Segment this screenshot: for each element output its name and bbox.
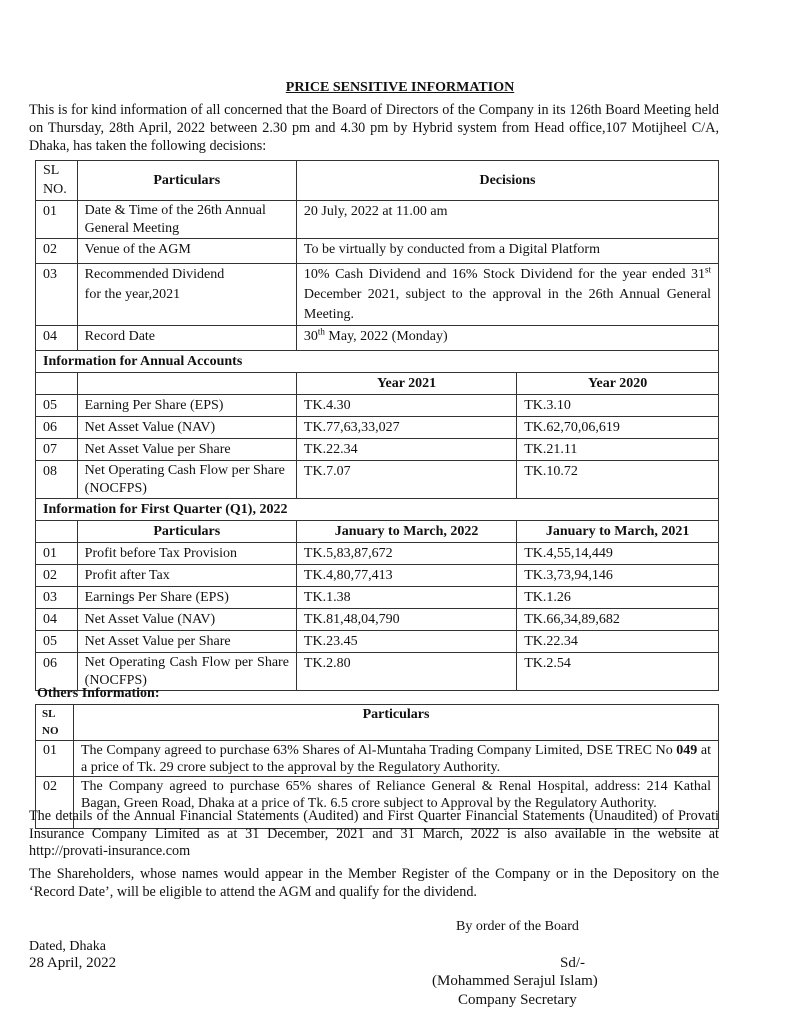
- decision-text: December 2021, subject to the approval in the 26th Annual General Meeting.: [303, 287, 711, 322]
- row-value-2021: TK.22.34: [517, 631, 719, 653]
- table-row: [36, 653, 719, 691]
- section-row: [36, 351, 719, 373]
- header-year-2020: Year 2020: [517, 373, 719, 395]
- annual-accounts-section-title: Information for Annual Accounts: [36, 351, 719, 373]
- row-sl: 04: [36, 609, 78, 631]
- header-particulars: Particulars: [77, 161, 296, 201]
- empty-cell: [36, 521, 78, 543]
- row-particular: Net Asset Value per Share: [77, 631, 296, 653]
- table-row: [36, 395, 719, 417]
- row-sl: 02: [36, 777, 74, 829]
- document-title: PRICE SENSITIVE INFORMATION: [285, 80, 515, 95]
- row-sl: 01: [36, 741, 74, 777]
- empty-cell: [36, 373, 78, 395]
- header-particulars: Particulars: [77, 521, 296, 543]
- header-decisions: Decisions: [296, 161, 718, 201]
- row-sl: 07: [36, 439, 78, 461]
- table-row: [36, 326, 719, 351]
- row-value-2020: TK.62,70,06,619: [517, 417, 719, 439]
- table-row: [36, 439, 719, 461]
- row-value-2021: TK.22.34: [296, 439, 516, 461]
- intro-paragraph: This is for kind information of all concerned that the Board of Directors of the Company in its 126th Board Meeting held on Thursday, 28th April, 2022 between 2.30 pm and 4.30 pm by Hybrid system from Head office,107 Motijheel C/A, Dhaka, has taken the following decisions:: [29, 102, 719, 154]
- signatory-name: (Mohammed Serajul Islam): [432, 973, 598, 989]
- row-value-2021: TK.4,55,14,449: [517, 543, 719, 565]
- row-value-2022: TK.4,80,77,413: [296, 565, 516, 587]
- table-row: [36, 461, 719, 499]
- row-value-2022: TK.1.38: [296, 587, 516, 609]
- row-value-2021: TK.66,34,89,682: [517, 609, 719, 631]
- table-row: [36, 201, 719, 239]
- row-sl: 02: [36, 239, 78, 264]
- table-row: [36, 741, 719, 777]
- row-value-2021: TK.7.07: [296, 461, 516, 499]
- row-sl: 01: [36, 201, 78, 239]
- dated-date: 28 April, 2022: [29, 955, 117, 971]
- table-row: [36, 417, 719, 439]
- section-row: [36, 499, 719, 521]
- row-particular: Net Asset Value per Share: [77, 439, 296, 461]
- row-value-2021: TK.2.54: [517, 653, 719, 691]
- row-value-2020: TK.10.72: [517, 461, 719, 499]
- row-value-2022: TK.2.80: [296, 653, 516, 691]
- row-particular: Earnings Per Share (EPS): [77, 587, 296, 609]
- table-row: [36, 631, 719, 653]
- decisions-header-row: [36, 161, 719, 201]
- decision-text: 10% Cash Dividend and 16% Stock Dividend for the year ended 31: [303, 267, 705, 282]
- dated-place: Dated, Dhaka: [29, 939, 106, 954]
- row-value-2021: TK.3,73,94,146: [517, 565, 719, 587]
- row-decision: 20 July, 2022 at 11.00 am: [296, 201, 718, 239]
- quarter-header-row: [36, 521, 719, 543]
- header-jan-mar-2022: January to March, 2022: [296, 521, 516, 543]
- header-particulars: Particulars: [74, 705, 719, 741]
- text-segment: The Company agreed to purchase 63% Shares of Al-Muntaha Trading Company Limited, DSE TREC No: [81, 743, 677, 758]
- row-particular: Date & Time of the 26th Annual General Meeting: [77, 201, 296, 239]
- empty-cell: [77, 373, 296, 395]
- header-sl-no: SL NO: [36, 705, 74, 741]
- table-row: [36, 239, 719, 264]
- row-value-2021: TK.4.30: [296, 395, 516, 417]
- text-segment: at a price of Tk. 29 crore subject to the approval by the Regulatory Authority.: [81, 743, 711, 775]
- row-sl: 02: [36, 565, 78, 587]
- table-row: [36, 565, 719, 587]
- row-sl: 06: [36, 417, 78, 439]
- signature-sd: Sd/-: [560, 955, 586, 971]
- others-information-label: Others Information:: [37, 686, 160, 701]
- row-particular: Net Asset Value (NAV): [77, 417, 296, 439]
- by-order-text: By order of the Board: [456, 919, 579, 934]
- row-decision: [296, 326, 718, 351]
- row-particular: [77, 264, 296, 326]
- row-value-2021: TK.77,63,33,027: [296, 417, 516, 439]
- row-sl: 05: [36, 631, 78, 653]
- header-sl: SL NO.: [36, 161, 78, 201]
- decision-text: May, 2022 (Monday): [324, 329, 448, 344]
- row-text: [74, 741, 719, 777]
- dated-block: [29, 938, 116, 972]
- table-row: [36, 587, 719, 609]
- table-row: [36, 264, 719, 326]
- ordinal-suffix: th: [317, 326, 325, 337]
- row-particular: Record Date: [77, 326, 296, 351]
- row-sl: 03: [36, 587, 78, 609]
- annual-header-row: [36, 373, 719, 395]
- header-jan-mar-2021: January to March, 2021: [517, 521, 719, 543]
- row-sl: 03: [36, 264, 78, 326]
- row-value-2022: TK.81,48,04,790: [296, 609, 516, 631]
- row-value-2021: TK.1.26: [517, 587, 719, 609]
- details-paragraph: The details of the Annual Financial Statements (Audited) and First Quarter Financial Statements (Unaudited) of Provati Insurance Company Limited as at 31 December, 2021 and 31 March, 2022 is also available in the website at http://provati-insurance.com: [29, 808, 719, 859]
- decision-text: 30: [303, 329, 318, 344]
- trec-number: 049: [676, 743, 698, 758]
- decisions-table: [35, 160, 719, 691]
- row-sl: 06: [36, 653, 78, 691]
- particular-line: Recommended Dividend: [84, 267, 225, 282]
- row-particular: Net Operating Cash Flow per Share (NOCFPS): [77, 653, 296, 691]
- row-value-2020: TK.21.11: [517, 439, 719, 461]
- row-text: The Company agreed to purchase 65% shares of Reliance General & Renal Hospital, address: 214 Kathal Bagan, Green Road, Dhaka at a price of Tk. 6.5 crore subject to Approval by the Regulatory Authority.: [74, 777, 719, 829]
- row-value-2020: TK.3.10: [517, 395, 719, 417]
- row-particular: Earning Per Share (EPS): [77, 395, 296, 417]
- row-particular: Net Asset Value (NAV): [77, 609, 296, 631]
- row-sl: 08: [36, 461, 78, 499]
- row-sl: 05: [36, 395, 78, 417]
- others-header-row: [36, 705, 719, 741]
- row-value-2022: TK.5,83,87,672: [296, 543, 516, 565]
- row-particular: Profit after Tax: [77, 565, 296, 587]
- first-quarter-section-title: Information for First Quarter (Q1), 2022: [36, 499, 719, 521]
- ordinal-suffix: st: [704, 264, 711, 275]
- row-particular: Venue of the AGM: [77, 239, 296, 264]
- particular-line: for the year,2021: [84, 287, 181, 302]
- header-year-2021: Year 2021: [296, 373, 516, 395]
- shareholders-paragraph: The Shareholders, whose names would appear in the Member Register of the Company or in the Depository on the ‘Record Date’, will be eligible to attend the AGM and qualify for the dividend.: [29, 866, 719, 900]
- row-sl: 04: [36, 326, 78, 351]
- signatory-designation: Company Secretary: [458, 992, 577, 1008]
- row-sl: 01: [36, 543, 78, 565]
- row-decision: [296, 264, 718, 326]
- table-row: [36, 543, 719, 565]
- row-value-2022: TK.23.45: [296, 631, 516, 653]
- row-particular: Profit before Tax Provision: [77, 543, 296, 565]
- row-particular: Net Operating Cash Flow per Share (NOCFPS): [77, 461, 296, 499]
- table-row: [36, 609, 719, 631]
- row-decision: To be virtually by conducted from a Digital Platform: [296, 239, 718, 264]
